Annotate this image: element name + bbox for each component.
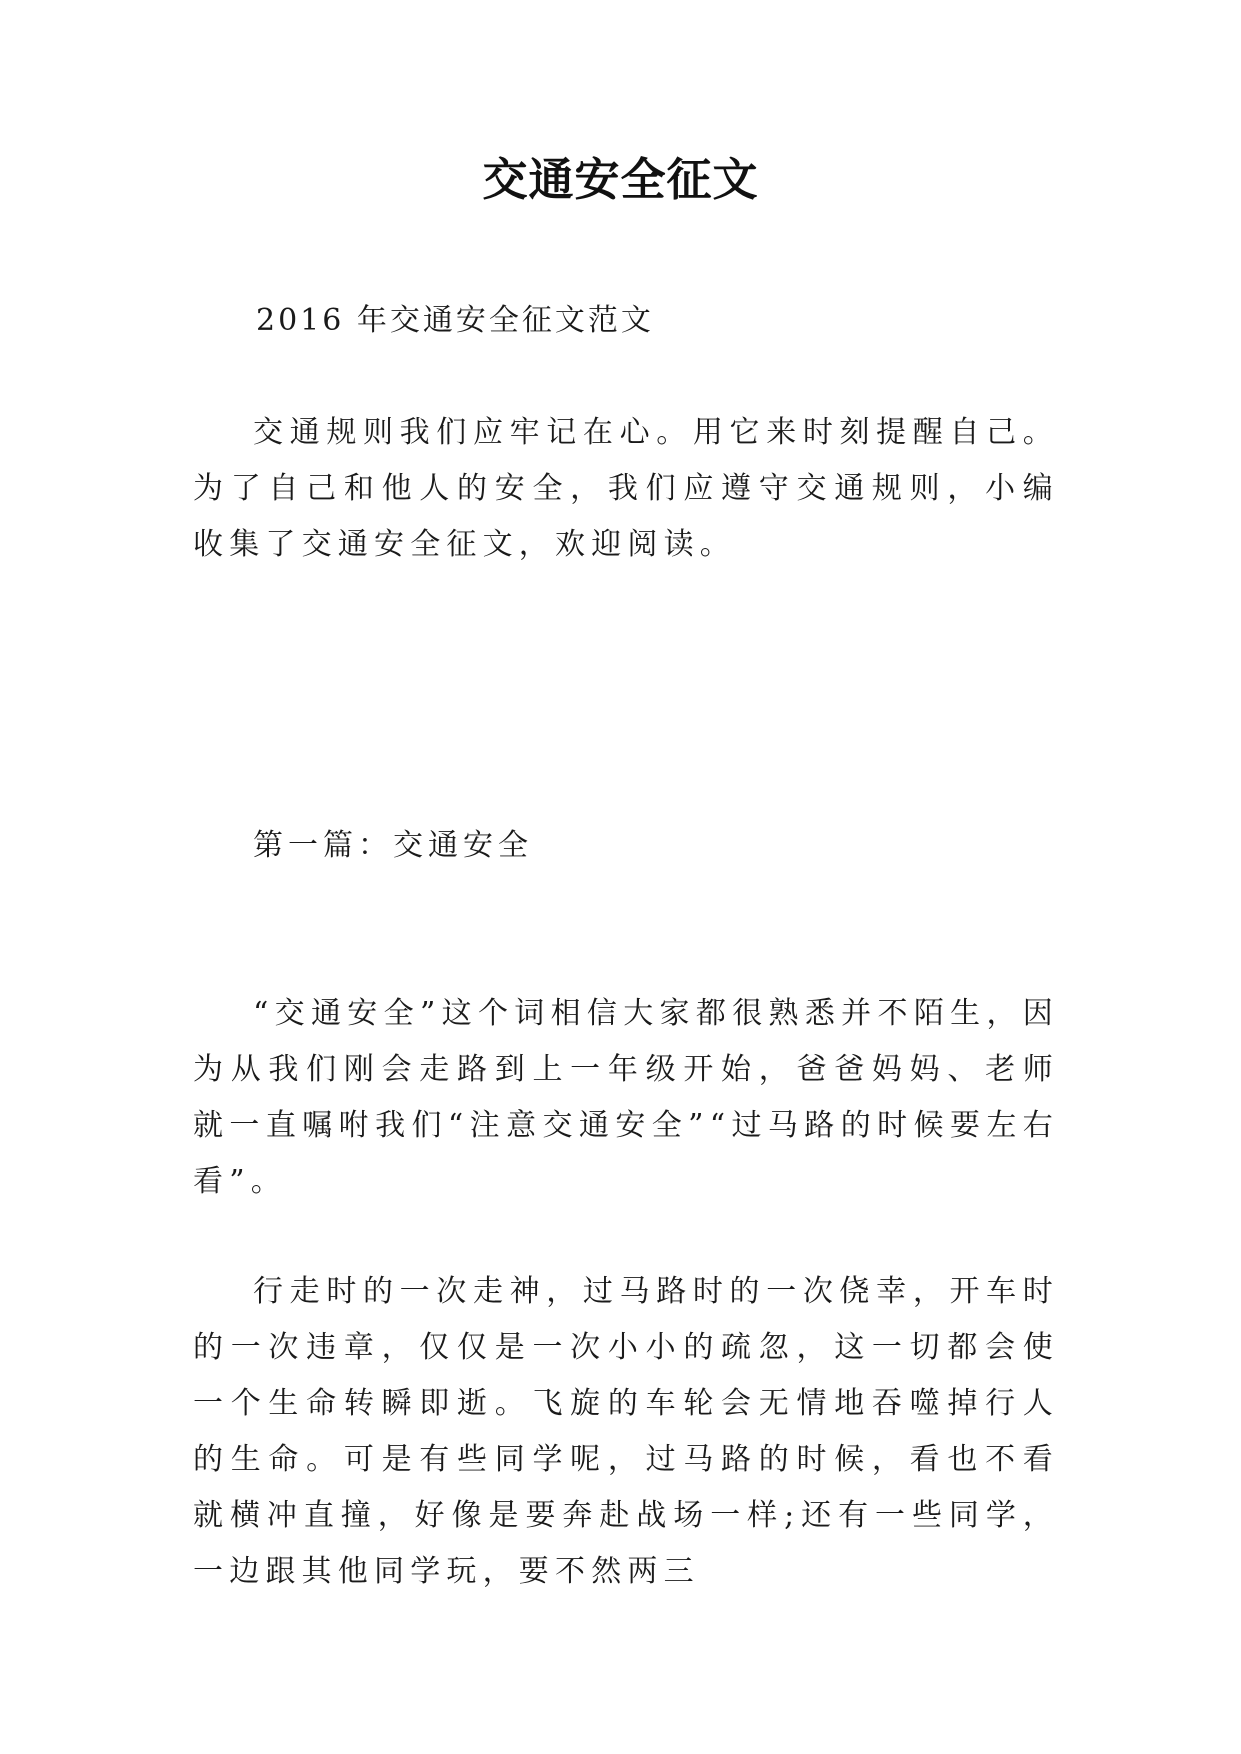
intro-paragraph: 交通规则我们应牢记在心。用它来时刻提醒自己。为了自己和他人的安全，我们应遵守交通规则，小编收集了交通安全征文，欢迎阅读。 xyxy=(193,415,1059,562)
body-paragraph: 行走时的一次走神，过马路时的一次侥幸，开车时的一次违章，仅仅是一次小小的疏忽，这一切都会使一个生命转瞬即逝。飞旋的车轮会无情地吞噬掉行人的生命。可是有些同学呢，过马路的时候，看也不看就横冲直撞，好像是要奔赴战场一样;还有一些同学，一边跟其他同学玩，要不然两三 xyxy=(193,1274,1059,1589)
body-paragraph: “交通安全”这个词相信大家都很熟悉并不陌生，因为从我们刚会走路到上一年级开始，爸爸妈妈、老师就一直嘱咐我们“注意交通安全”“过马路的时候要左右看”。 xyxy=(193,996,1059,1199)
section-heading: 第一篇：交通安全 xyxy=(253,828,533,863)
document-subtitle: 2016 年交通安全征文范文 xyxy=(256,303,654,338)
document-title: 交通安全征文 xyxy=(482,153,759,206)
